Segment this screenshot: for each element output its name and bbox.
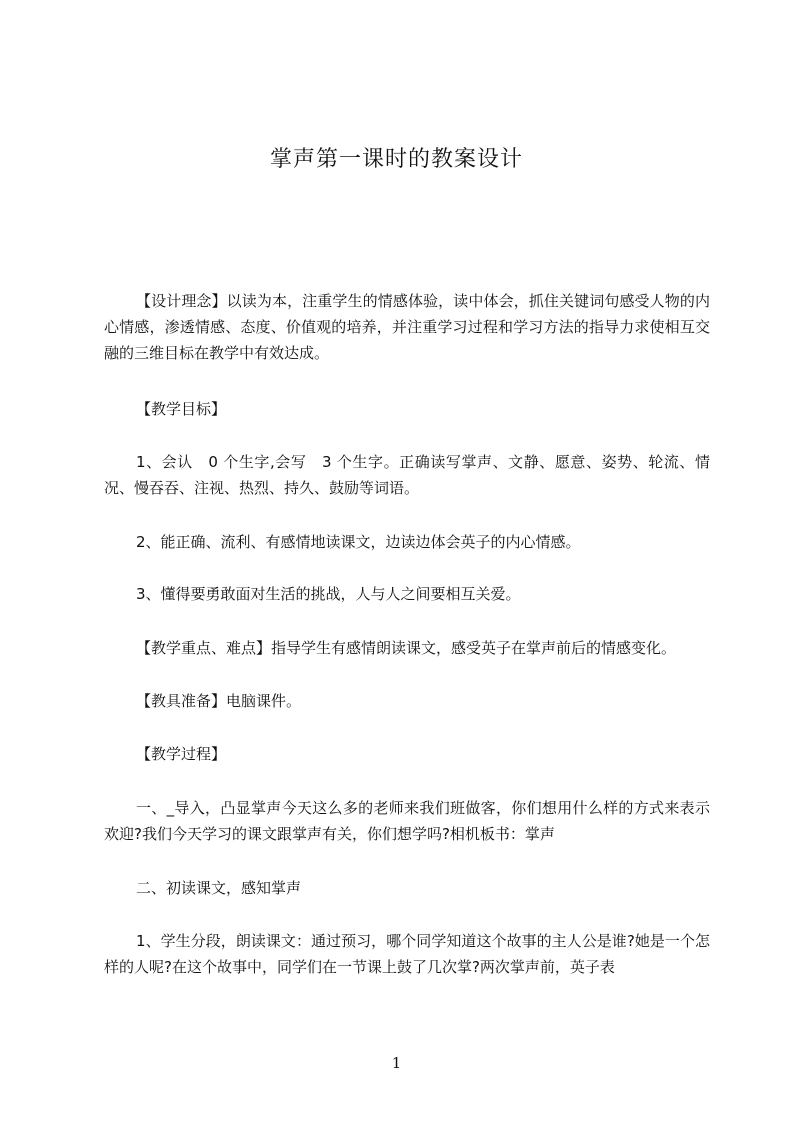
page-number: 1 <box>391 1054 402 1072</box>
paragraph-first-reading: 二、初读课文，感知掌声 <box>136 879 302 897</box>
paragraph-teaching-goals-heading: 【教学目标】 <box>136 400 227 418</box>
paragraph-goal-1: 1、会认 0 个生字,会写 3 个生字。正确读写掌声、文静、愿意、姿势、轮流、情况、慢吞吞、注视、热烈、持久、鼓励等词语。 <box>104 453 710 497</box>
document-title: 掌声第一课时的教案设计 <box>269 147 523 172</box>
paragraph-student-reading: 1、学生分段，朗读课文：通过预习，哪个同学知道这个故事的主人公是谁?她是一个怎样的人呢?在这个故事中，同学们在一节课上鼓了几次掌?两次掌声前，英子表 <box>104 932 710 976</box>
paragraph-goal-3: 3、懂得要勇敢面对生活的挑战，人与人之间要相互关爱。 <box>136 585 521 603</box>
paragraph-introduction: 一、_导入，凸显掌声今天这么多的老师来我们班做客，你们想用什么样的方式来表示欢迎?我们今天学习的课文跟掌声有关，你们想学吗?相机板书：掌声 <box>104 799 710 843</box>
paragraph-teaching-materials: 【教具准备】电脑课件。 <box>136 692 302 710</box>
paragraph-design-concept: 【设计理念】以读为本，注重学生的情感体验，读中体会，抓住关键词句感受人物的内心情感，渗透情感、态度、价值观的培养，并注重学习过程和学习方法的指导力求使相互交融的三维目标在教学中有效达成。 <box>104 292 710 362</box>
paragraph-teaching-process-heading: 【教学过程】 <box>136 745 227 763</box>
paragraph-goal-2: 2、能正确、流利、有感情地读课文，边读边体会英子的内心情感。 <box>136 533 581 551</box>
paragraph-key-points: 【教学重点、难点】指导学生有感情朗读课文，感受英子在掌声前后的情感变化。 <box>136 639 677 657</box>
